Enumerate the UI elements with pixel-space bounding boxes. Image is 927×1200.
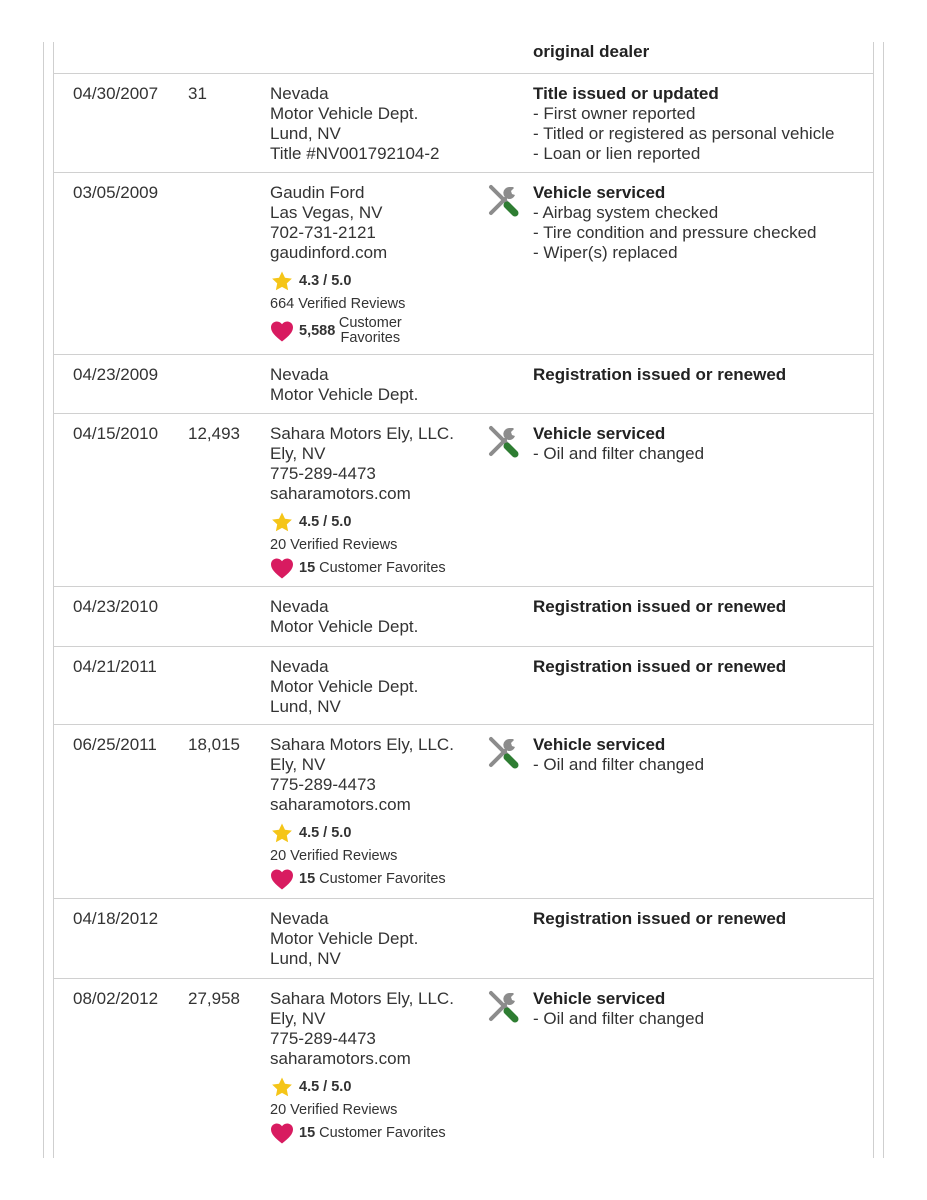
dealer-phone[interactable]: 775-289-4473 (270, 1029, 376, 1048)
dealer-phone[interactable]: 775-289-4473 (270, 775, 376, 794)
record-comments (533, 735, 873, 775)
source-line: Lund, NV (270, 949, 341, 968)
customer-favorites (270, 316, 485, 346)
record-source (270, 183, 485, 346)
record-mileage: 18,015 (188, 735, 240, 754)
heart-icon (270, 1122, 294, 1144)
event-detail: - Oil and filter changed (533, 444, 705, 463)
dealer-rating (270, 268, 485, 294)
dealer-website[interactable]: saharamotors.com (270, 1049, 411, 1068)
record-comments (533, 84, 873, 164)
record-comments (533, 989, 873, 1029)
history-row (53, 647, 874, 725)
service-wrench-screwdriver-icon (485, 735, 521, 771)
source-line: Lund, NV (270, 124, 341, 143)
customer-favorites (270, 557, 485, 579)
record-mileage: 12,493 (188, 424, 240, 443)
history-row-continued (53, 38, 874, 74)
customer-favorites (270, 868, 485, 890)
record-date: 03/05/2009 (73, 183, 159, 202)
record-source (270, 84, 485, 164)
record-source (270, 735, 485, 890)
heart-icon (270, 868, 294, 890)
dealer-name: Sahara Motors Ely, LLC. (270, 989, 454, 1008)
heart-icon (270, 320, 294, 342)
source-line: Motor Vehicle Dept. (270, 677, 419, 696)
star-icon (270, 511, 294, 534)
event-title: Registration issued or renewed (533, 909, 787, 928)
event-title: Registration issued or renewed (533, 365, 787, 384)
record-date: 04/21/2011 (73, 657, 157, 676)
rating-value: 4.5 / 5.0 (299, 514, 352, 530)
event-title: Registration issued or renewed (533, 657, 787, 676)
verified-reviews-link[interactable]: 20 Verified Reviews (270, 537, 398, 553)
rating-value: 4.5 / 5.0 (299, 1079, 352, 1095)
frame-line-outer-right (883, 42, 884, 1158)
record-date: 04/23/2009 (73, 365, 159, 384)
event-detail: - Wiper(s) replaced (533, 243, 678, 262)
event-title: Vehicle serviced (533, 735, 666, 754)
event-title: Vehicle serviced (533, 183, 666, 202)
favorites-count: 15 (299, 560, 316, 576)
source-line: Nevada (270, 365, 329, 384)
dealer-website[interactable]: gaudinford.com (270, 243, 388, 262)
service-wrench-screwdriver-icon (485, 989, 521, 1025)
record-comments (533, 909, 873, 929)
record-source (270, 657, 485, 717)
dealer-phone[interactable]: 702-731-2121 (270, 223, 376, 242)
source-line: Lund, NV (270, 697, 341, 716)
dealer-location: Las Vegas, NV (270, 203, 383, 222)
record-date: 04/18/2012 (73, 909, 159, 928)
favorites-count: 15 (299, 1125, 316, 1141)
favorites-label: Customer Favorites (319, 1124, 446, 1141)
history-row (53, 979, 874, 1154)
record-date: 04/15/2010 (73, 424, 159, 443)
record-date: 08/02/2012 (73, 989, 159, 1008)
history-row (53, 587, 874, 647)
record-comments (533, 657, 873, 677)
event-title: Registration issued or renewed (533, 597, 787, 616)
history-row (53, 414, 874, 587)
star-icon (270, 822, 294, 845)
favorites-count: 5,588 (299, 323, 336, 339)
event-detail: - Tire condition and pressure checked (533, 223, 817, 242)
record-comments (533, 365, 873, 385)
event-detail: - Titled or registered as personal vehicle (533, 124, 835, 143)
customer-favorites (270, 1122, 485, 1144)
dealer-name: Sahara Motors Ely, LLC. (270, 424, 454, 443)
source-line: Nevada (270, 657, 329, 676)
record-comments (533, 183, 873, 263)
service-wrench-screwdriver-icon (485, 424, 521, 460)
record-comments (533, 424, 873, 464)
dealer-location: Ely, NV (270, 444, 326, 463)
source-line: Nevada (270, 597, 329, 616)
history-row (53, 173, 874, 355)
event-title: Vehicle serviced (533, 989, 666, 1008)
record-source (270, 909, 485, 969)
record-mileage: 27,958 (188, 989, 240, 1008)
event-detail: - Loan or lien reported (533, 144, 701, 163)
dealer-rating (270, 509, 485, 535)
favorites-count: 15 (299, 871, 316, 887)
verified-reviews-link[interactable]: 664 Verified Reviews (270, 296, 406, 312)
event-detail: - Oil and filter changed (533, 755, 705, 774)
record-date: 04/30/2007 (73, 84, 159, 103)
dealer-location: Ely, NV (270, 1009, 326, 1028)
service-wrench-screwdriver-icon (485, 183, 521, 219)
record-source (270, 597, 485, 637)
record-comments (533, 597, 873, 617)
record-mileage: 31 (188, 84, 207, 103)
record-source (270, 365, 485, 405)
favorites-label: Customer Favorites (319, 870, 446, 887)
dealer-rating (270, 1074, 485, 1100)
event-detail: - Airbag system checked (533, 203, 719, 222)
record-source (270, 989, 485, 1144)
source-line: Nevada (270, 909, 329, 928)
vehicle-history-table (53, 38, 874, 1154)
heart-icon (270, 557, 294, 579)
verified-reviews-link[interactable]: 20 Verified Reviews (270, 848, 398, 864)
dealer-phone[interactable]: 775-289-4473 (270, 464, 376, 483)
frame-line-outer-left (43, 42, 44, 1158)
dealer-location: Ely, NV (270, 755, 326, 774)
rating-value: 4.3 / 5.0 (299, 273, 352, 289)
history-row (53, 74, 874, 173)
event-title: original dealer (533, 42, 650, 61)
star-icon (270, 1076, 294, 1099)
event-title: Vehicle serviced (533, 424, 666, 443)
event-detail: - First owner reported (533, 104, 696, 123)
history-row (53, 899, 874, 979)
record-date: 06/25/2011 (73, 735, 157, 754)
dealer-website[interactable]: saharamotors.com (270, 795, 411, 814)
star-icon (270, 270, 294, 293)
dealer-rating (270, 820, 485, 846)
dealer-name: Sahara Motors Ely, LLC. (270, 735, 454, 754)
source-line: Nevada (270, 84, 329, 103)
verified-reviews-link[interactable]: 20 Verified Reviews (270, 1102, 398, 1118)
rating-value: 4.5 / 5.0 (299, 825, 352, 841)
history-row (53, 355, 874, 414)
source-line: Motor Vehicle Dept. (270, 104, 419, 123)
dealer-name: Gaudin Ford (270, 183, 365, 202)
record-source (270, 424, 485, 579)
favorites-label: Customer Favorites (338, 315, 402, 346)
source-line: Motor Vehicle Dept. (270, 617, 419, 636)
event-detail: - Oil and filter changed (533, 1009, 705, 1028)
source-line: Motor Vehicle Dept. (270, 385, 419, 404)
history-row (53, 725, 874, 899)
source-line: Motor Vehicle Dept. (270, 929, 419, 948)
record-date: 04/23/2010 (73, 597, 159, 616)
favorites-label: Customer Favorites (319, 559, 446, 576)
event-title: Title issued or updated (533, 84, 719, 103)
source-line: Title #NV001792104-2 (270, 144, 440, 163)
dealer-website[interactable]: saharamotors.com (270, 484, 411, 503)
